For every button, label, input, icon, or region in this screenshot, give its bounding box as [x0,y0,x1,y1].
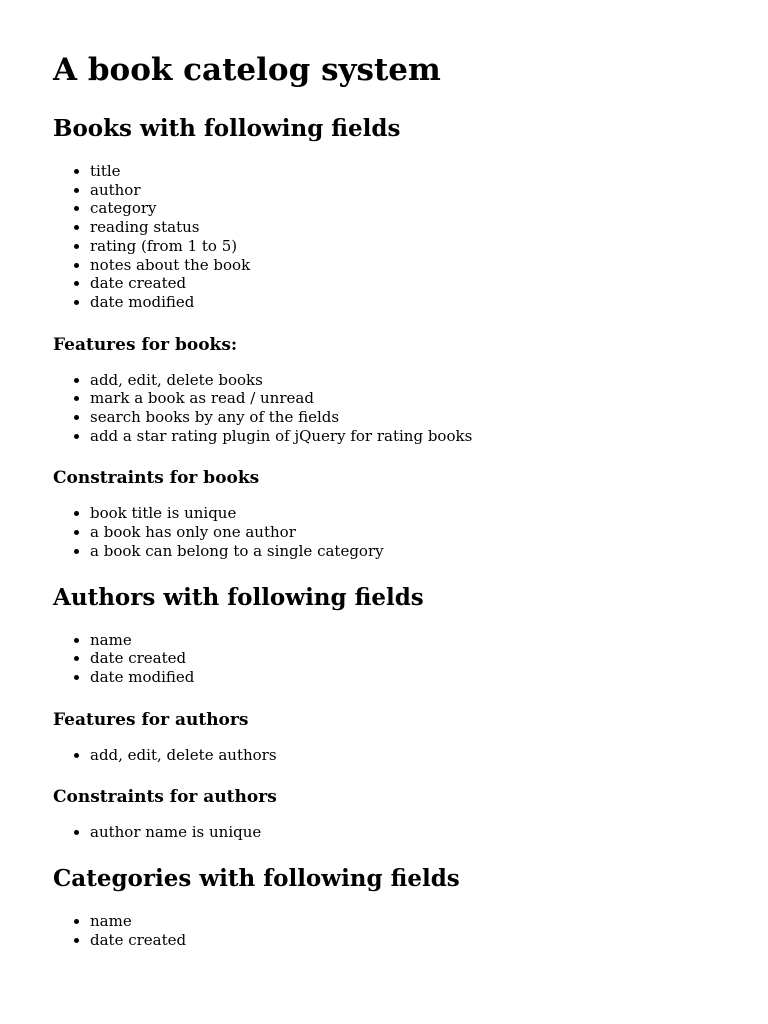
books-features-heading: Features for books: [53,334,238,355]
books-constraints-list [53,504,768,560]
authors-features-list [53,746,768,765]
list-item: • category [90,199,768,218]
list-item: • date modified [90,293,768,312]
list-item: • date created [90,274,768,293]
list-item: • date created [90,931,768,950]
list-item: • notes about the book [90,256,768,275]
list-item: • add a star rating plugin of jQuery for rating books [90,427,768,446]
list-item: • book title is unique [90,504,768,523]
authors-constraints-list [53,823,768,842]
books-heading: Books with following fields [53,115,401,142]
list-item: • search books by any of the fields [90,408,768,427]
authors-features-heading: Features for authors [53,709,249,730]
list-item: • date created [90,649,768,668]
list-item: • author name is unique [90,823,768,842]
list-item: • reading status [90,218,768,237]
books-features-list [53,371,768,446]
page-title: A book catelog system [53,52,441,88]
list-item: • add, edit, delete books [90,371,768,390]
list-item: • name [90,631,768,650]
list-item: • name [90,912,768,931]
books-fields-list [53,162,768,312]
authors-constraints-heading: Constraints for authors [53,787,277,808]
authors-fields-list [53,631,768,687]
authors-heading: Authors with following fields [53,583,424,611]
list-item: • a book has only one author [90,523,768,542]
categories-heading: Categories with following fields [53,865,460,893]
list-item: • rating (from 1 to 5) [90,237,768,256]
list-item: • date modified [90,668,768,687]
books-constraints-heading: Constraints for books [53,468,260,489]
list-item: • add, edit, delete authors [90,746,768,765]
list-item: • author [90,181,768,200]
list-item: • title [90,162,768,181]
list-item: • a book can belong to a single category [90,542,768,561]
list-item: • mark a book as read / unread [90,389,768,408]
categories-fields-list [53,912,768,949]
